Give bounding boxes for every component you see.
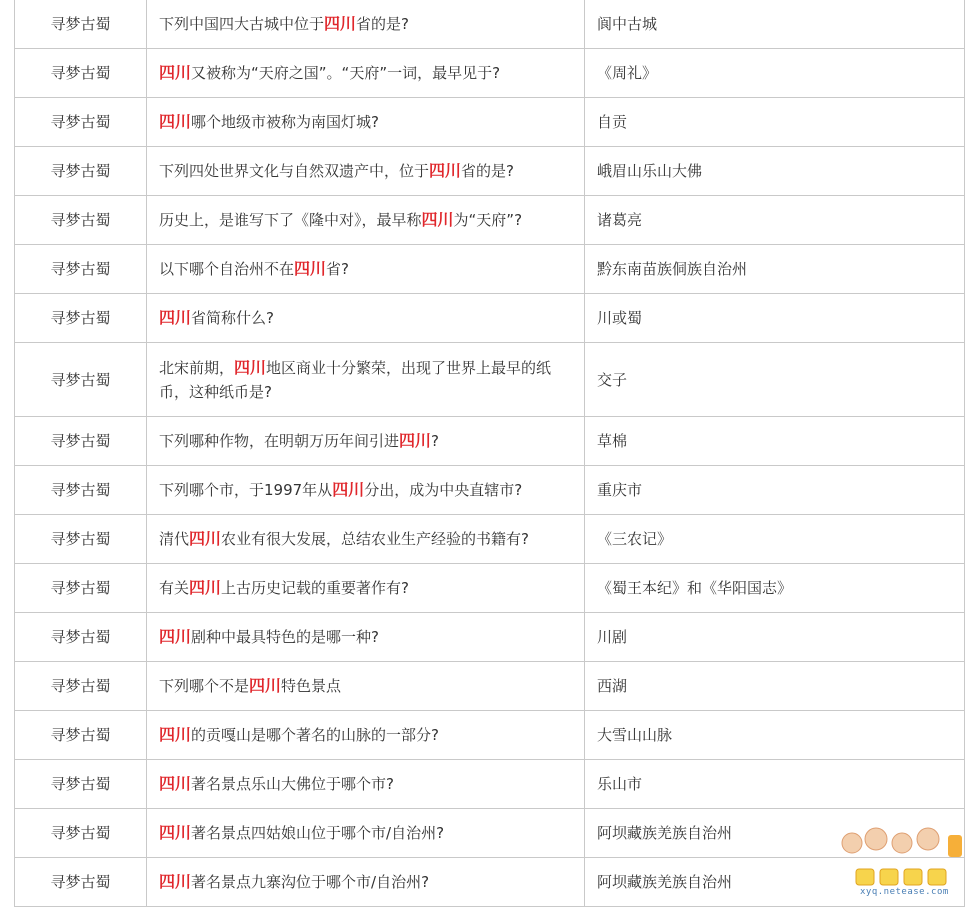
answer-cell: 川剧 [585,613,965,662]
table-row [15,760,965,809]
question-text: 的贡嘎山是哪个著名的山脉的一部分? [191,726,439,744]
highlight-keyword: 四川 [332,480,365,499]
category-cell: 寻梦古蜀 [15,245,147,294]
question-text: 下列哪个不是 [159,677,250,695]
question-text: 以下哪个自治州不在 [159,260,295,278]
table-row [15,196,965,245]
answer-cell: 大雪山山脉 [585,711,965,760]
question-text: 著名景点四姑娘山位于哪个市/自治州? [191,824,445,842]
question-text: 分出，成为中央直辖市? [364,481,523,499]
answer-cell: 《蜀王本纪》和《华阳国志》 [585,564,965,613]
table-row [15,466,965,515]
question-text: 又被称为“天府之国”。“天府”一词，最早见于? [191,64,501,82]
table-row [15,0,965,49]
highlight-keyword: 四川 [249,676,282,695]
highlight-keyword: 四川 [159,112,192,131]
question-cell [147,196,585,245]
table-row [15,564,965,613]
highlight-keyword: 四川 [399,431,432,450]
question-text: 地区商业十分繁荣，出现了世界上最早的纸币，这种纸币是? [159,358,552,401]
category-cell: 寻梦古蜀 [15,858,147,907]
category-cell: 寻梦古蜀 [15,343,147,417]
question-cell [147,147,585,196]
question-cell [147,858,585,907]
highlight-keyword: 四川 [159,725,192,744]
question-text: 著名景点乐山大佛位于哪个市? [191,775,394,793]
question-text: 省简称什么? [191,309,274,327]
highlight-keyword: 四川 [234,357,267,377]
question-text: 省的是? [356,15,409,33]
question-cell [147,343,585,417]
highlight-keyword: 四川 [159,823,192,842]
question-text: 下列四处世界文化与自然双遗产中，位于 [159,162,430,180]
question-cell [147,515,585,564]
question-cell [147,662,585,711]
category-cell: 寻梦古蜀 [15,515,147,564]
highlight-keyword: 四川 [159,872,192,891]
question-text: ? [431,432,439,450]
question-text: 著名景点九寨沟位于哪个市/自治州? [191,873,430,891]
watermark-url: xyq.netease.com [860,887,949,897]
highlight-keyword: 四川 [159,63,192,82]
table-row [15,343,965,417]
question-text: 清代 [159,530,190,548]
table-row [15,711,965,760]
question-cell [147,760,585,809]
answer-cell: 西湖 [585,662,965,711]
table-row [15,49,965,98]
table-row [15,858,965,907]
category-cell: 寻梦古蜀 [15,662,147,711]
question-text: 历史上，是谁写下了《隆中对》，最早称 [159,211,422,229]
category-cell: 寻梦古蜀 [15,294,147,343]
question-cell [147,245,585,294]
question-text: 省? [326,260,349,278]
table-row [15,662,965,711]
table-row [15,515,965,564]
table-row [15,613,965,662]
highlight-keyword: 四川 [324,14,357,33]
question-cell [147,613,585,662]
answer-cell: 阆中古城 [585,0,965,49]
question-cell [147,564,585,613]
table-row [15,294,965,343]
category-cell: 寻梦古蜀 [15,613,147,662]
question-text: 上古历史记载的重要著作有? [221,579,409,597]
question-text: 省的是? [461,162,514,180]
answer-cell: 草棉 [585,417,965,466]
question-cell [147,417,585,466]
table-row [15,417,965,466]
answer-cell: 川或蜀 [585,294,965,343]
answer-cell: 阿坝藏族羌族自治州 [585,858,965,907]
question-text: 特色景点 [281,677,342,695]
category-cell: 寻梦古蜀 [15,0,147,49]
highlight-keyword: 四川 [159,627,192,646]
question-text: 下列哪个市，于1997年从 [159,481,333,499]
question-text: 北宋前期， [159,358,235,377]
question-cell [147,49,585,98]
qa-table-body [15,0,965,907]
answer-cell: 峨眉山乐山大佛 [585,147,965,196]
highlight-keyword: 四川 [294,259,327,278]
answer-cell: 自贡 [585,98,965,147]
question-text: 剧种中最具特色的是哪一种? [191,628,379,646]
highlight-keyword: 四川 [189,578,222,597]
answer-cell: 乐山市 [585,760,965,809]
table-row [15,98,965,147]
question-cell [147,98,585,147]
highlight-keyword: 四川 [429,161,462,180]
category-cell: 寻梦古蜀 [15,98,147,147]
question-text: 下列哪种作物，在明朝万历年间引进 [159,432,400,450]
answer-cell: 《周礼》 [585,49,965,98]
table-row [15,809,965,858]
table-row [15,147,965,196]
question-text: 哪个地级市被称为南国灯城? [191,113,379,131]
category-cell: 寻梦古蜀 [15,147,147,196]
category-cell: 寻梦古蜀 [15,466,147,515]
question-text: 下列中国四大古城中位于 [159,15,325,33]
question-cell [147,0,585,49]
answer-cell: 阿坝藏族羌族自治州 [585,809,965,858]
question-text: 有关 [159,579,190,597]
category-cell: 寻梦古蜀 [15,809,147,858]
question-cell [147,294,585,343]
category-cell: 寻梦古蜀 [15,417,147,466]
question-text: 为“天府”? [453,211,523,229]
category-cell: 寻梦古蜀 [15,49,147,98]
question-cell [147,466,585,515]
table-row [15,245,965,294]
highlight-keyword: 四川 [159,308,192,327]
category-cell: 寻梦古蜀 [15,760,147,809]
answer-cell: 黔东南苗族侗族自治州 [585,245,965,294]
category-cell: 寻梦古蜀 [15,196,147,245]
answer-cell: 重庆市 [585,466,965,515]
answer-cell: 交子 [585,343,965,417]
question-cell [147,711,585,760]
answer-cell: 《三农记》 [585,515,965,564]
highlight-keyword: 四川 [189,529,222,548]
question-text: 农业有很大发展，总结农业生产经验的书籍有? [221,530,529,548]
highlight-keyword: 四川 [421,210,454,229]
category-cell: 寻梦古蜀 [15,564,147,613]
question-cell [147,809,585,858]
qa-table [14,0,965,907]
highlight-keyword: 四川 [159,774,192,793]
answer-cell: 诸葛亮 [585,196,965,245]
category-cell: 寻梦古蜀 [15,711,147,760]
